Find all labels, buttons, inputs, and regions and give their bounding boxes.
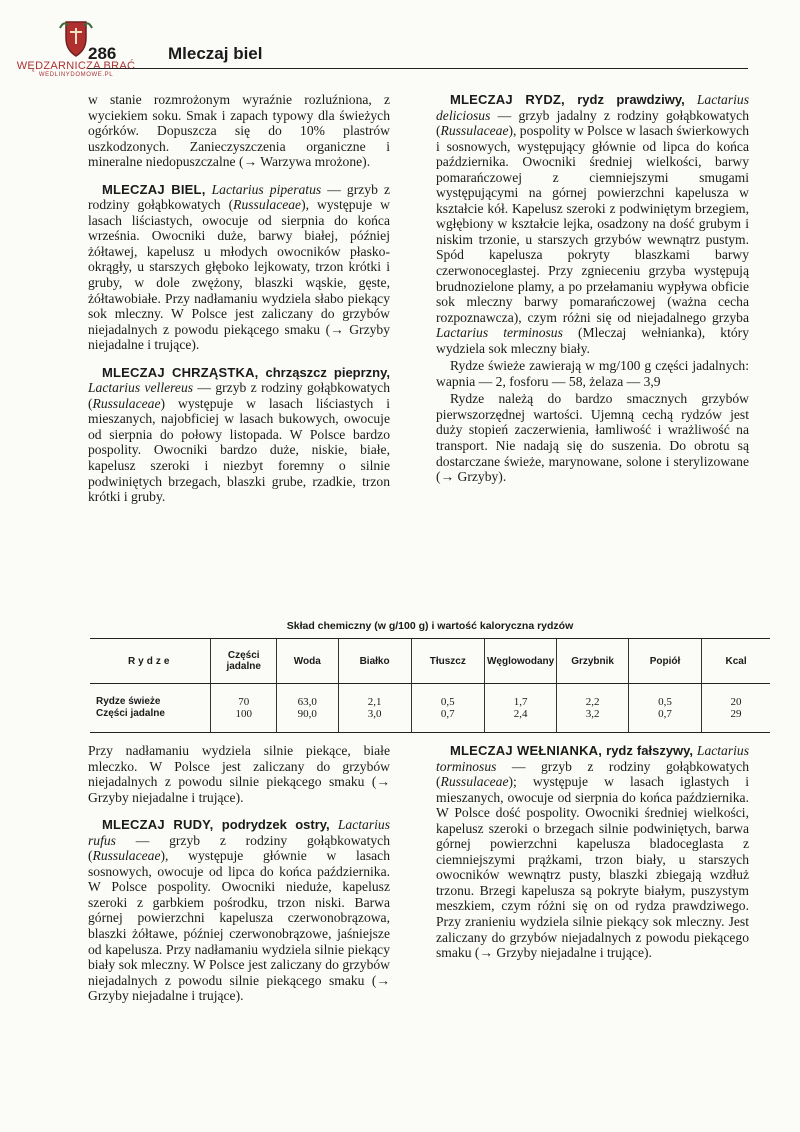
latin-name: Lactarius rufus [88,817,390,848]
family-name: Russulaceae [440,774,509,790]
alt-name: rydz fałszywy, [602,743,694,758]
cell-value: 0,5 [440,696,455,708]
entry-heading: MLECZAJ BIEL, [102,181,206,197]
column-header: Popiół [628,639,701,684]
page-header [88,44,748,69]
cell-value: 3,2 [585,708,600,720]
alt-name: podrydzek ostry, [213,817,330,833]
cell-woda [277,684,339,733]
alt-name: rydz prawdziwy, [564,92,685,107]
column-header: Woda [277,639,339,684]
cell-value: 2,1 [367,696,382,708]
entry-text: ), pospolity w Polsce w lasach świerkowych i sosnowych, występujący głównie od lipca do końca października. Owocniki średniej wielkości, barwy pomarańczowej z ciemniejszymi smugami występującymi na górnej powierzchni kapelusza w kształcie kół. Kapelusz szeroki z podwiniętym brzegiem, wgłębiony w kształcie lejka, osadzony na dość grubym i niskim trzonie, u starszych grzybów wewnątrz pustym. Spód kapelusza pokryty blaszkami barwy czerwonoceglastej. Przy zgnieceniu grzyba występują brudnozielone plamy, a po przełamaniu wypływa obficie sok mleczny barwy pomarańczowej (ważna cecha rozpoznawcza), czym różni się od niejadalnego grzyba [436,123,749,325]
right-column-bottom [436,743,749,961]
entry-mleczaj-rudy [88,817,390,1004]
entry-text: ) występuje w lasach liściastych i mieszanych, najobficiej w lasach bukowych, owocuje od sierpnia do połowy listopada. W Polsce bardzo pospolity. Owocniki bardzo duże, niskie, białe, kapelusz szeroki i niezbyt foremny o silnie podwiniętych brzegach, blaszki grube, rzadkie, trzon krótki i gruby. [88,395,390,505]
cell-value: 0,7 [440,708,455,720]
composition-table [90,638,770,733]
cell-grzybnik [557,684,629,733]
cell-value: 70 [238,696,250,708]
column-header: Grzybnik [557,639,629,684]
latin-name: Lactarius vellereus [88,380,194,396]
column-header: Białko [338,639,411,684]
column-header: Rydze [90,639,211,684]
latin-name: Lactarius deliciosus [436,92,749,123]
logo-url: WEDLINYDOMOWE.PL [38,72,114,78]
column-header: Węglowodany [484,639,556,684]
entry-mleczaj-biel [88,182,390,353]
entry-mleczaj-chrzastka [88,365,390,505]
cell-value: 3,0 [367,708,382,720]
entry-heading: MLECZAJ CHRZĄSTKA, [102,364,259,380]
row-label: Części jadalne [96,708,165,719]
table-header-row [90,639,770,684]
alt-name: chrząszcz pieprzny, [258,364,390,380]
latin-name: Lactarius piperatus [211,181,322,197]
column-header: Części jadalne [211,639,277,684]
cell-popiol [628,684,701,733]
latin-name: Lactarius terminosus [436,325,563,341]
table-caption: Skład chemiczny (w g/100 g) i wartość kaloryczna rydzów [286,620,574,632]
logo-name: WĘDZARNICZA BRAĆ [16,60,136,72]
page-number: 286 [88,44,117,63]
family-name: Russulaceae [440,123,509,139]
table-row [90,684,770,733]
column-header: Kcal [702,639,770,684]
running-title: Mleczaj biel [168,44,263,63]
cell-value: 2,2 [585,696,600,708]
cell-value: 2,4 [513,708,528,720]
entry-mleczaj-rydz [436,92,749,356]
cell-value: 0,5 [658,696,672,708]
cell-value: 90,0 [297,708,317,720]
family-name: Russulaceae [92,395,161,411]
entry-text: — grzyb z rodziny gołąbkowatych ( [88,380,390,411]
entry-heading: MLECZAJ RYDZ, [450,92,565,107]
paragraph: Przy nadłamaniu wydziela silnie piekące, białe mleczko. W Polsce jest zaliczany do grzybów niejadalnych z powodu silnie piekącego smaku (→ Grzyby niejadalne i trujące). [88,743,390,805]
cell-tluszcz [411,684,484,733]
left-column-bottom [88,743,390,1004]
entry-text: ); występuje w lasach iglastych i mieszanych, owocuje od sierpnia do końca października. W Polsce dość pospolity. Owocniki średniej wielkości, kapelusz szeroki o brzegach silnie podwiniętych, barwa górnej powierzchni kapelusza bladoceglasta z ciemniejszymi prążkami, trzon biały, u starszych owocników wewnątrz pusty, blaszki zbiegają wzdłuż trzonu. Brzegi kapelusza są pokryte białym, puszystym meszkiem, czym różni się on od rydza prawdziwego. Przy zranieniu wydziela silnie piekący sok mleczny. Jest zaliczany do grzybów niejadalnych z powodu piekącego smaku (→ Grzyby niejadalne i trujące). [436,774,749,961]
column-header: Tłuszcz [411,639,484,684]
entry-text: ), występuje głównie w lasach sosnowych, owocuje od lipca do końca października. W Polsce pospolity. Owocniki nieduże, kapelusz szeroki z garbkiem pośrodku, trzon niski. Barwa górnej powierzchni kapelusza czerwonobrązowa, blaszki żółtawe, później czerwonobrązowe, jaśniejsze od kapelusza. Przy nadłamaniu wydziela silnie piekący biały sok mleczny. W Polsce jest zaliczany do grzybów niejadalnych z powodu silnie piekącego smaku (→ Grzyby niejadalne i trujące). [88,848,390,1004]
cell-value: 0,7 [658,708,672,720]
left-column-top [88,92,390,505]
entry-text: ), występuje w lasach liściastych, owocuje od sierpnia do końca września. Owocniki duże, barwy białej, później żółtawej, kapelusz u młodych owocników płasko-okrągły, u starszych głęboko lejkowaty, trzon krótki i gruby, w dole zwężony, blaszki wąskie, gęste, żółtawobiałe. Przy nadłamaniu wydziela słabo piekący sok mleczny. W Polsce jest zaliczany do grzybów niejadalnych z powodu piekącego smaku (→ Grzyby niejadalne i trujące). [88,197,390,353]
cell-value: 100 [235,708,252,720]
paragraph: Rydze świeże zawierają w mg/100 g części jadalnych: wapnia — 2, fosforu — 58, żelaza — 3,9 [436,358,749,389]
cell-weglowodany [484,684,556,733]
cell-value: 20 [730,696,742,708]
entry-text: (Mleczaj wełnianka), który wydziela sok mleczny biały. [436,325,749,356]
right-column-top [436,92,749,485]
entry-mleczaj-welnianka [436,743,749,961]
family-name: Russulaceae [233,197,302,213]
family-name: Russulaceae [92,848,161,864]
latin-name: Lactarius torminosus [436,743,750,774]
cell-value: 1,7 [513,696,528,708]
cell-value: 29 [730,708,742,720]
cell-value: 63,0 [297,696,317,708]
entry-text: — grzyb z rodziny gołąbkowatych ( [88,181,391,213]
entry-text: — grzyb jadalny z rodziny gołąbkowatych ( [436,107,749,139]
cell-bialko [338,684,411,733]
entry-heading: MLECZAJ RUDY, [102,817,214,833]
entry-heading: MLECZAJ WEŁNIANKA, [450,743,603,758]
row-label: Rydze świeże [96,696,161,707]
entry-text: — grzyb z rodziny gołąbkowatych ( [436,758,749,790]
paragraph: w stanie rozmrożonym wyraźnie rozluźniona, z wyciekiem soku. Smak i zapach typowy dla świeżych ogórków. Dopuszcza się do 10% plastrów uszkodzonych. Zanieczyszczenia organiczne i mineralne niedopuszczalne (→ Warzywa mrożone). [88,92,390,170]
cell-czesci-jadalne [211,684,277,733]
row-labels [90,684,211,733]
cell-kcal [702,684,770,733]
entry-text: — grzyb z rodziny gołąbkowatych ( [88,832,390,864]
paragraph: Rydze należą do bardzo smacznych grzybów pierwszorzędnej wartości. Ujemną cechą rydzów jest duży stopień zaczerwienia, łamliwość i wrażliwość na transport. Nie nadają się do suszenia. Do obrotu są dostarczane świeże, marynowane, solone i sterylizowane (→ Grzyby). [436,391,749,485]
